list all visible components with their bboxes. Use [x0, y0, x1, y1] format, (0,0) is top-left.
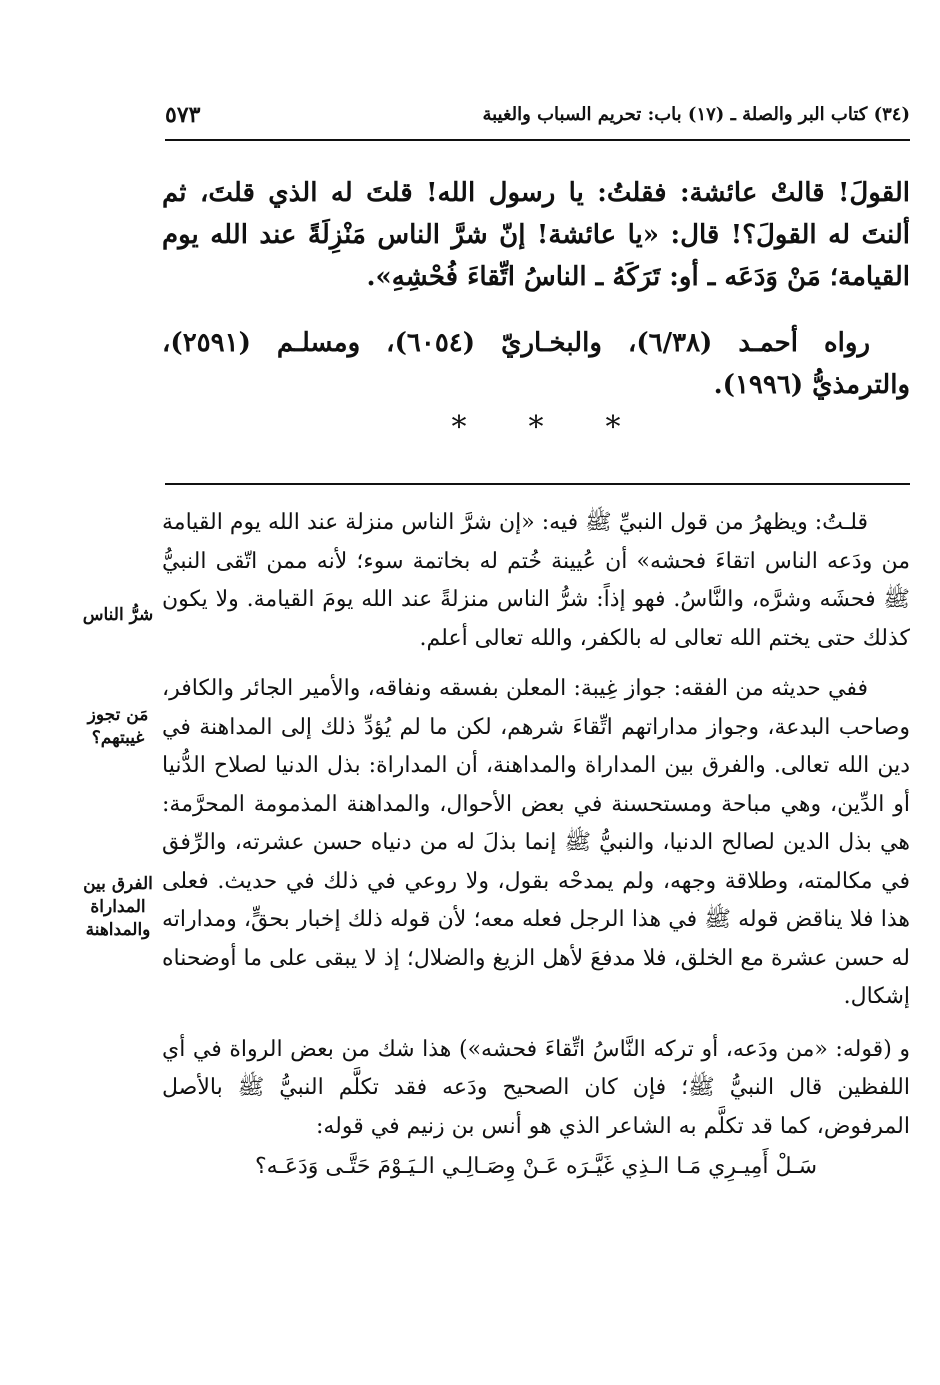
- margin-note: شرُّ الناس: [82, 605, 154, 625]
- margin-note: مَن تجوز غيبتهم؟: [87, 705, 149, 748]
- hadith-sources: [162, 322, 910, 406]
- star-ornament: *: [528, 410, 544, 445]
- commentary-divider: [165, 483, 910, 485]
- star-ornament: *: [605, 410, 621, 445]
- commentary-paragraph: و (قوله: «من ودَعه، أو تركه النَّاسُ اتِّقاءَ فحشه») هذا شك من بعض الرواة في أي اللفظين قال النبيُّ ﷺ؛ فإن كان الصحيح ودَعه فقد تكلَّم النبيُّ ﷺ بالأصل المرفوض، كما قد تكلَّم به الشاعر الذي هو أنس بن زنيم في قوله:: [162, 1036, 910, 1139]
- poetry-verse: سَـلْ أَمِيـرِي مَـا الـذِي غَيَّـرَه عَـنْ وِصَـالِـي الـيَـوْمَ حَتَّـى وَدَعَـه؟: [254, 1154, 818, 1179]
- star-ornament: *: [451, 410, 467, 445]
- header-rule: [165, 139, 910, 141]
- commentary-paragraph: ففي حديثه من الفقه: جواز غِيبة: المعلن بفسقه ونفاقه، والأمير الجائر والكافر، وصاحب البدعة، وجواز مداراتهم اتِّقاءَ شرهم، لكن ما لم يُؤدِّ ذلك إلى المداهنة في دين الله تعالى. والفرق بين المداراة والمداهنة، أن المداراة: بذل الدنيا لصلاح الدُّنيا أو الدِّين، وهي مباحة ومستحسنة في بعض الأحوال، والمداهنة المذمومة المحرَّمة: هي بذل الدين لصالح الدنيا، والنبيُّ ﷺ إنما بذلَ له من دنياه حسن عشرته، والرِّفق في مكالمته، وطلاقة وجهه، ولم يمدحْه بقول، ولا روعي في ذلك في حديث. فعلى هذا فلا يناقض قوله ﷺ في هذا الرجل فعله معه؛ لأن قوله ذلك إخبار بحقٍّ، ومداراته له حسن عشرة مع الخلق، فلا مدفعَ لأهل الزيغ والضلال؛ إذ لا يبقى على ما أوضحناه إشكال.: [162, 676, 910, 1009]
- commentary-paragraph: قلـتُ: ويظهرُ من قول النبيِّ ﷺ فيه: «إن شرَّ الناس منزلة عند الله يوم القيامة من ودَعه الناس اتقاءَ فحشه» أن عُيينة خُتم له بخاتمة سوء؛ لأنه ممن اتّقى النبيُّ ﷺ فحشَه وشرَّه، والنَّاسُ. فهو إذاً: شرُّ الناس منزلةً عند الله يومَ القيامة. ولا يكون كذلك حتى يختم الله تعالى له بالكفر، والله تعالى أعلم.: [162, 510, 910, 651]
- page-header: [165, 100, 910, 134]
- margin-note: الفرق بين المداراة والمداهنة: [83, 874, 153, 940]
- sources-paragraph: رواه أحمـد (٦/٣٨)، والبخـاريّ (٦٠٥٤)، ومسلـم (٢٥٩١)، والترمذيُّ (١٩٩٦).: [162, 328, 910, 400]
- section-separator: [162, 410, 910, 445]
- chapter-title: (٣٤) كتاب البر والصلة ـ (١٧) باب: تحريم السباب والغيبة: [482, 104, 910, 125]
- hadith-text: القولَ! قالتْ عائشة: فقلتُ: يا رسول الله! قلتَ له الذي قلتَ، ثم ألنتَ له القولَ؟! قال: «يا عائشة! إنّ شرَّ الناس مَنْزِلَةً عند الله يوم القيامة؛ مَنْ وَدَعَه ـ أو: تَرَكَهُ ـ الناسُ اتِّقاءَ فُحْشِهِ».: [162, 178, 910, 292]
- commentary: [162, 504, 910, 1187]
- page-number: ٥٧٣: [165, 102, 201, 128]
